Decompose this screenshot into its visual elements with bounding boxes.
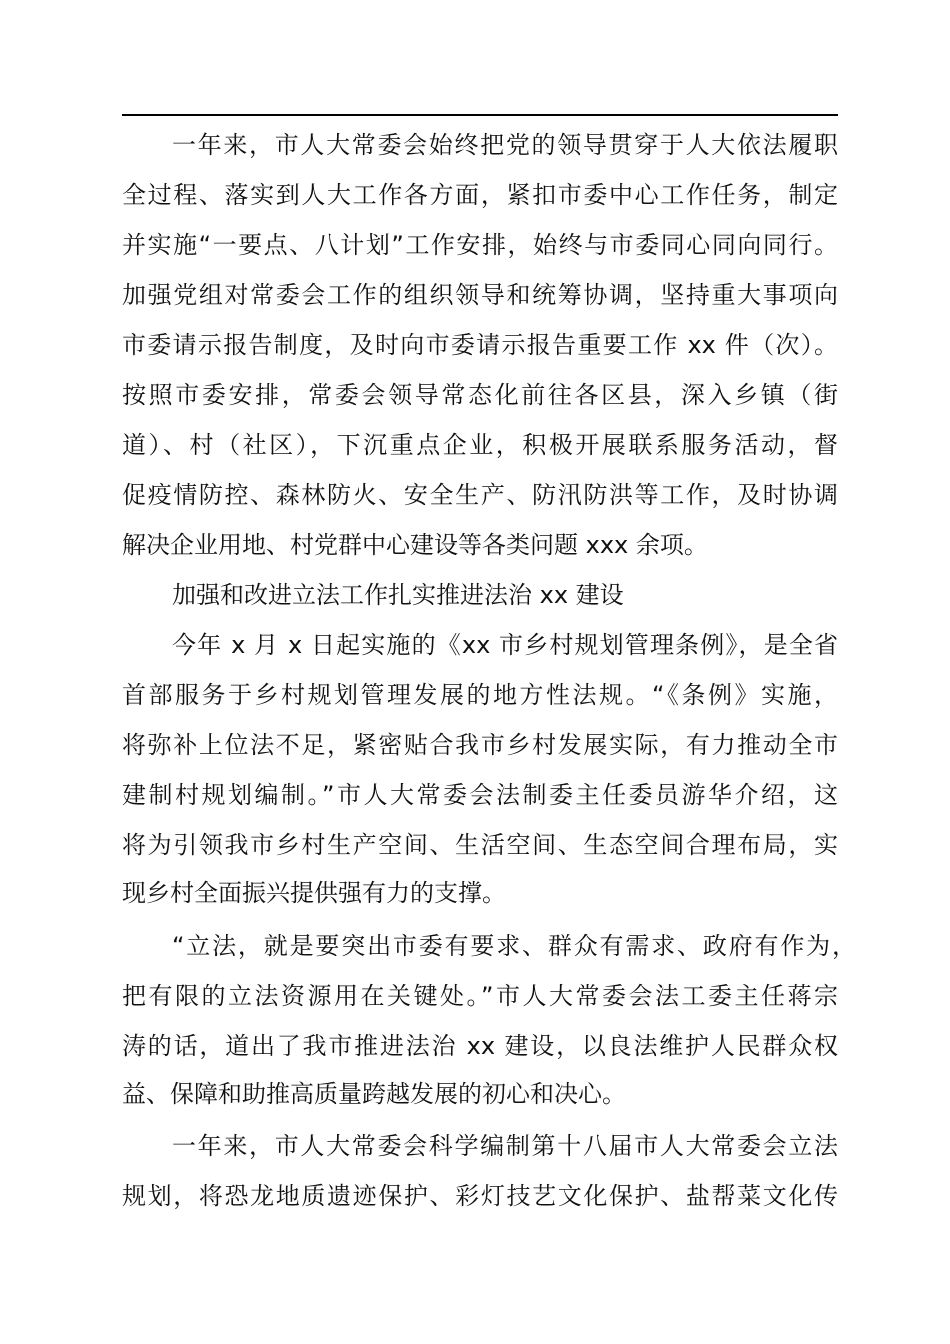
paragraph-line: 并实施“一要点、八计划”工作安排，始终与市委同心同向同行。 — [122, 231, 838, 259]
paragraph-line: 加强党组对常委会工作的组织领导和统筹协调，坚持重大事项向 — [122, 281, 838, 309]
paragraph-line: 现乡村全面振兴提供强有力的支撑。 — [122, 879, 506, 907]
paragraph-line: 按照市委安排，常委会领导常态化前往各区县，深入乡镇（街 — [122, 381, 838, 409]
paragraph-line: 涛的话，道出了我市推进法治 xx 建设，以良法维护人民群众权 — [122, 1032, 838, 1060]
section-heading: 加强和改进立法工作扎实推进法治 xx 建设 — [172, 581, 624, 609]
header-rule — [122, 114, 838, 116]
paragraph-line: 解决企业用地、村党群中心建设等各类问题 xxx 余项。 — [122, 531, 708, 559]
paragraph-line: 一年来，市人大常委会始终把党的领导贯穿于人大依法履职 — [172, 131, 838, 159]
paragraph-line: 将弥补上位法不足，紧密贴合我市乡村发展实际，有力推动全市 — [122, 731, 838, 759]
paragraph-line: 今年 x 月 x 日起实施的《xx 市乡村规划管理条例》，是全省 — [172, 631, 838, 659]
paragraph-line: 全过程、落实到人大工作各方面，紧扣市委中心工作任务，制定 — [122, 181, 838, 209]
paragraph-line: 市委请示报告制度，及时向市委请示报告重要工作 xx 件（次）。 — [122, 331, 838, 359]
paragraph-line: 一年来，市人大常委会科学编制第十八届市人大常委会立法 — [172, 1132, 838, 1160]
paragraph-line: 益、保障和助推高质量跨越发展的初心和决心。 — [122, 1080, 626, 1108]
paragraph-line: 首部服务于乡村规划管理发展的地方性法规。“《条例》实施， — [122, 681, 838, 709]
paragraph-line: 把有限的立法资源用在关键处。”市人大常委会法工委主任蒋宗 — [122, 982, 838, 1010]
paragraph-line: 将为引领我市乡村生产空间、生活空间、生态空间合理布局，实 — [122, 831, 838, 859]
paragraph-line: 建制村规划编制。”市人大常委会法制委主任委员游华介绍，这 — [122, 781, 838, 809]
paragraph-line: 促疫情防控、森林防火、安全生产、防汛防洪等工作，及时协调 — [122, 481, 838, 509]
paragraph-line: 道）、村（社区），下沉重点企业，积极开展联系服务活动，督 — [122, 431, 838, 459]
paragraph-line: “立法，就是要突出市委有要求、群众有需求、政府有作为， — [172, 932, 856, 960]
paragraph-line: 规划，将恐龙地质遗迹保护、彩灯技艺文化保护、盐帮菜文化传 — [122, 1182, 838, 1210]
